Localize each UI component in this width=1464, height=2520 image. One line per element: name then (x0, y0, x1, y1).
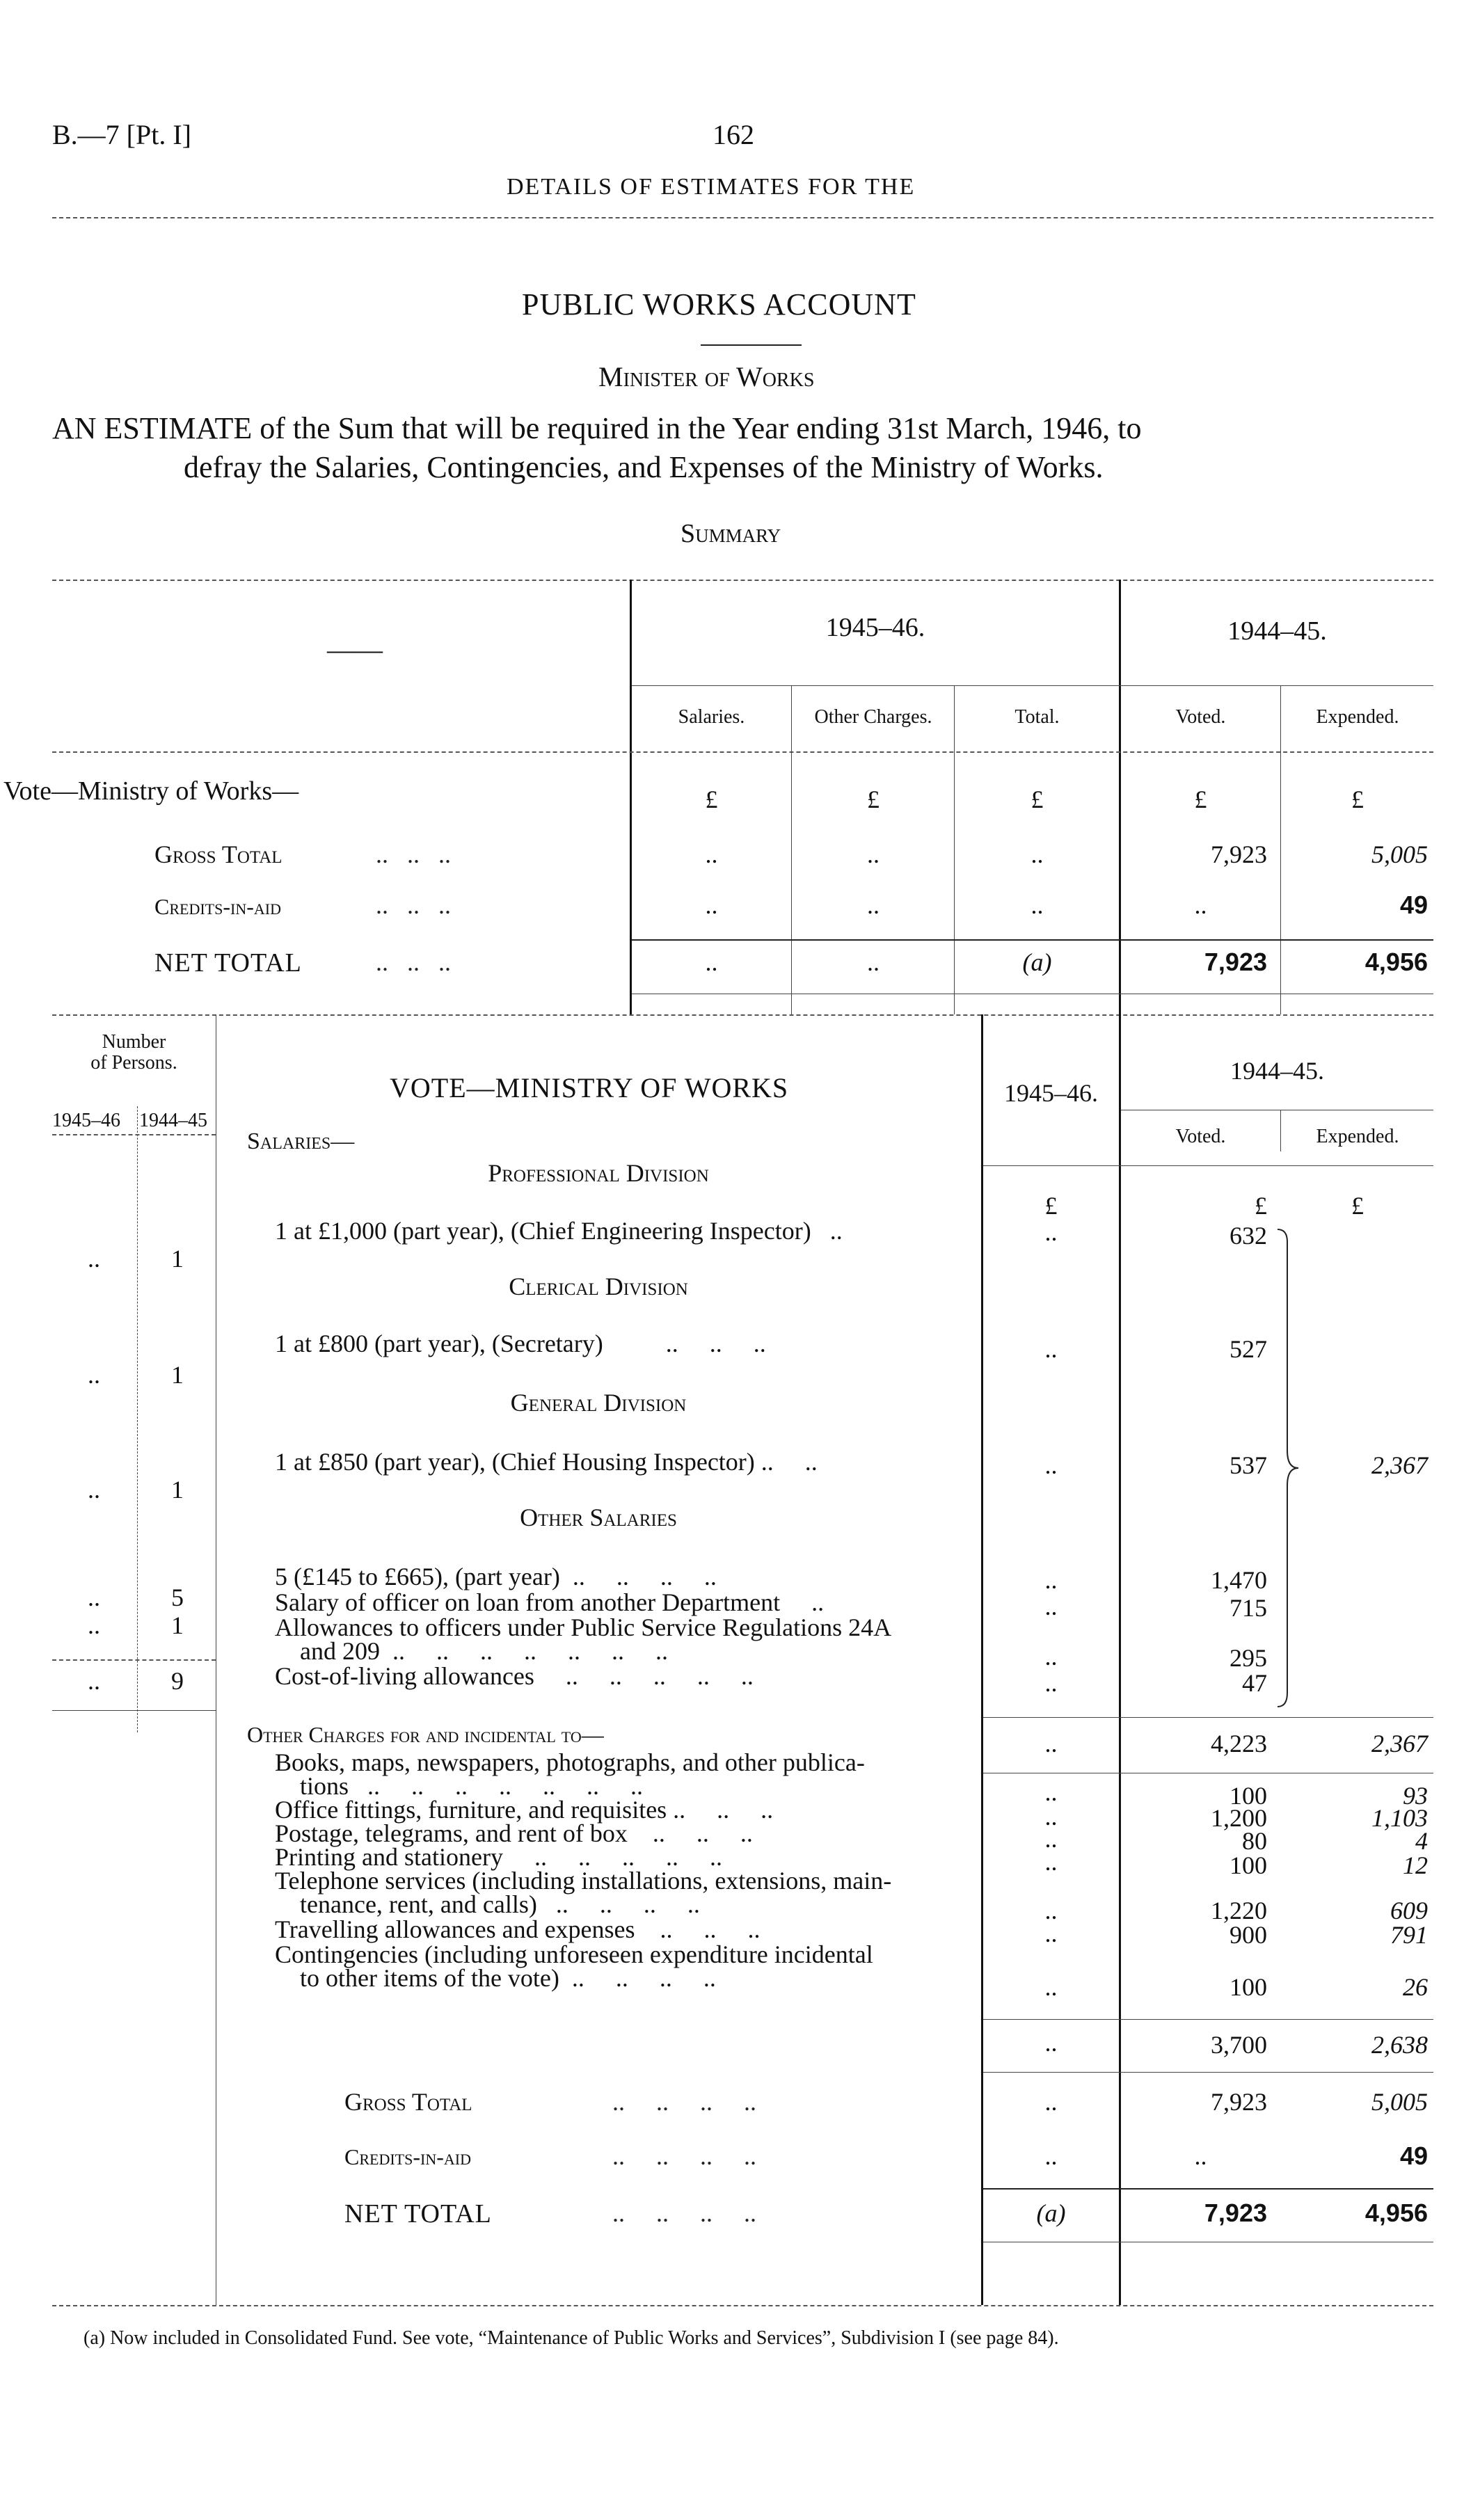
salaries-expended-total: 2,367 (1371, 1451, 1428, 1479)
persons-prev: 1 (171, 1361, 184, 1389)
item-text: 5 (£145 to £665), (part year) .. .. .. .. (275, 1563, 717, 1590)
item-text-line-1: Contingencies (including unforeseen expenditure incidental (275, 1940, 873, 1968)
item-text: Printing and stationery .. .. .. .. .. (275, 1843, 722, 1871)
summary-col-sep-b (954, 685, 955, 751)
cell-salaries: .. (705, 840, 718, 868)
leader-dots: .. .. .. (376, 948, 451, 976)
cell-expended: 49 (1399, 891, 1428, 919)
total-expended: 4,956 (1364, 2199, 1428, 2227)
summary-header-rule (52, 751, 1433, 753)
item-current: .. (1044, 1335, 1058, 1363)
item-text: Office fittings, furniture, and requisites .. .. .. (275, 1796, 774, 1824)
item-expended: 791 (1390, 1921, 1428, 1949)
summary-subheader-rule (632, 685, 1433, 686)
division-general: General Division (510, 1389, 687, 1417)
page-number: 162 (713, 119, 754, 150)
subtotal-current: .. (1044, 2029, 1058, 2057)
summary-net-rule (632, 939, 1433, 941)
item-expended: 4 (1415, 1827, 1428, 1855)
summary-body-sep-b (954, 751, 955, 1014)
item-voted: 632 (1230, 1222, 1267, 1250)
item-current: .. (1044, 1218, 1058, 1246)
title-rule (701, 344, 802, 346)
persons-current: .. (88, 1361, 100, 1389)
persons-current: .. (88, 1611, 100, 1639)
item-text: 1 at £800 (part year), (Secretary) .. .. .. (275, 1330, 766, 1357)
item-text-line-1: Books, maps, newspapers, photographs, and other publica- (275, 1748, 865, 1776)
leader-dots: .. .. .. (376, 891, 451, 919)
page-subtitle: DETAILS OF ESTIMATES FOR THE (507, 174, 916, 200)
cell-expended: 5,005 (1371, 840, 1428, 868)
detail-final-rule (52, 2305, 1433, 2306)
intro-line-2: defray the Salaries, Contingencies, and Expenses of the Ministry of Works. (184, 450, 1104, 484)
cell-expended: 4,956 (1364, 948, 1428, 976)
summary-col-sep-c (1280, 685, 1281, 751)
summary-year-current: 1945–46. (825, 613, 925, 642)
currency-salaries: £ (705, 785, 718, 813)
item-current: .. (1044, 1566, 1058, 1594)
total-current: .. (1044, 2088, 1058, 2116)
detail-col-prev: 1944–45. (1230, 1057, 1324, 1085)
detail-currency-expended: £ (1351, 1192, 1364, 1220)
leader-dots: .. .. .. .. (612, 2199, 756, 2227)
item-expended: 26 (1403, 1973, 1428, 2001)
cell-total: .. (1031, 840, 1044, 868)
summary-col-other-charges: Other Charges. (814, 706, 932, 728)
persons-current: .. (88, 1667, 100, 1695)
total-voted: 7,923 (1211, 2088, 1267, 2116)
item-voted: 1,470 (1211, 1566, 1267, 1594)
item-voted: 527 (1230, 1335, 1267, 1363)
detail-net-rule (983, 2188, 1433, 2190)
item-voted: 900 (1230, 1921, 1267, 1949)
subtotal-voted: 4,223 (1211, 1730, 1267, 1757)
item-voted: 295 (1230, 1644, 1267, 1672)
cell-voted: 7,923 (1211, 840, 1267, 868)
detail-top-rule (52, 1014, 1433, 1016)
salaries-heading: Salaries— (247, 1129, 355, 1154)
item-text-line-2: to other items of the vote) .. .. .. .. (275, 1964, 716, 1992)
item-text: Postage, telegrams, and rent of box .. .. .. (275, 1819, 753, 1847)
row-label: Gross Total (154, 840, 283, 868)
leader-dots: .. .. .. .. (612, 2142, 756, 2170)
persons-current: .. (88, 1245, 100, 1273)
item-expended: 1,103 (1371, 1804, 1428, 1832)
summary-col-voted: Voted. (1175, 706, 1226, 728)
row-label: Credits-in-aid (344, 2144, 471, 2169)
summary-col-sep-a (791, 685, 792, 751)
item-expended: 609 (1390, 1897, 1428, 1924)
item-current: .. (1044, 1669, 1058, 1697)
summary-col-total: Total. (1015, 706, 1060, 728)
summary-top-rule (52, 580, 1433, 581)
currency-voted: £ (1194, 785, 1207, 813)
persons-prev: 9 (171, 1667, 184, 1695)
persons-current: .. (88, 1476, 100, 1504)
item-text-line-2: tions .. .. .. .. .. .. .. (275, 1772, 644, 1800)
cell-salaries: .. (705, 948, 718, 976)
summary-body-sep-a (791, 751, 792, 1014)
cell-total: (a) (1022, 948, 1052, 976)
total-current: .. (1044, 2142, 1058, 2170)
item-text: Salary of officer on loan from another Department .. (275, 1588, 825, 1616)
persons-prev: 5 (171, 1584, 184, 1611)
item-current: .. (1044, 1825, 1058, 1853)
subtotal-expended: 2,638 (1371, 2031, 1428, 2059)
item-voted: 715 (1230, 1594, 1267, 1622)
total-expended: 49 (1399, 2142, 1428, 2170)
header-rule (52, 217, 1433, 218)
item-current: .. (1044, 1848, 1058, 1876)
row-label: NET TOTAL (154, 948, 302, 978)
total-voted: 7,923 (1204, 2199, 1267, 2227)
item-voted: 1,200 (1211, 1804, 1267, 1832)
detail-currency-current: £ (1044, 1192, 1058, 1220)
cell-voted: 7,923 (1204, 948, 1267, 976)
total-expended: 5,005 (1371, 2088, 1428, 2116)
page-title: PUBLIC WORKS ACCOUNT (522, 287, 916, 321)
division-other-salaries: Other Salaries (520, 1504, 677, 1531)
item-current: .. (1044, 1920, 1058, 1947)
other-charges-heading: Other Charges for and incidental to— (247, 1722, 604, 1747)
subtotal-voted: 3,700 (1211, 2031, 1267, 2059)
item-text-line-2: and 209 .. .. .. .. .. .. .. (275, 1637, 668, 1665)
cell-other: .. (867, 891, 880, 919)
summary-year-prev: 1944–45. (1227, 616, 1327, 646)
item-voted: 100 (1230, 1851, 1267, 1879)
item-voted: 80 (1242, 1827, 1267, 1855)
leader-dots: .. .. .. .. (612, 2088, 756, 2116)
subtotal-current: .. (1044, 1730, 1058, 1757)
item-text-line-1: Telephone services (including installations, extensions, main- (275, 1867, 892, 1895)
currency-expended: £ (1351, 785, 1364, 813)
row-label: Credits-in-aid (154, 894, 281, 919)
persons-header-rule (52, 1134, 216, 1135)
item-text: Cost-of-living allowances .. .. .. .. .. (275, 1662, 754, 1690)
total-current: (a) (1036, 2199, 1066, 2227)
item-current: .. (1044, 1643, 1058, 1670)
item-voted: 100 (1230, 1973, 1267, 2001)
summary-col-salaries: Salaries. (678, 706, 745, 728)
persons-prev: 1 (171, 1611, 184, 1639)
detail-currency-voted: £ (1255, 1192, 1267, 1220)
minister-heading: Minister of Works (598, 361, 815, 392)
persons-subtotal-rule (52, 1659, 216, 1661)
other-subtotal-bottom-rule (983, 2072, 1433, 2073)
summary-col-expended: Expended. (1316, 706, 1399, 728)
detail-voted-expended-sep (1280, 1110, 1281, 1151)
item-current: .. (1044, 1593, 1058, 1620)
total-voted: .. (1194, 2142, 1207, 2170)
persons-current: .. (88, 1584, 100, 1611)
vote-title: VOTE—MINISTRY OF WORKS (390, 1072, 789, 1103)
item-voted: 537 (1230, 1451, 1267, 1479)
item-voted: 47 (1242, 1669, 1267, 1697)
detail-header-rule (983, 1165, 1433, 1166)
persons-header-1: Number (102, 1031, 166, 1053)
footnote: (a) Now included in Consolidated Fund. See vote, “Maintenance of Public Works and Services”, Subdivision I (see page 84). (83, 2327, 1059, 2349)
summary-heading: Summary (681, 519, 781, 548)
item-expended: 12 (1403, 1851, 1428, 1879)
cell-total: .. (1031, 891, 1044, 919)
detail-col-voted: Voted. (1175, 1126, 1226, 1147)
persons-year-divider (137, 1106, 138, 1732)
item-voted: 1,220 (1211, 1897, 1267, 1924)
item-text-line-2: tenance, rent, and calls) .. .. .. .. (275, 1890, 700, 1918)
subtotal-expended: 2,367 (1371, 1730, 1428, 1757)
document-reference: B.—7 [Pt. I] (52, 119, 191, 150)
item-current: .. (1044, 1897, 1058, 1924)
row-label: Gross Total (344, 2088, 472, 2116)
item-text: 1 at £1,000 (part year), (Chief Engineering Inspector) .. (275, 1217, 843, 1245)
item-voted: 100 (1230, 1782, 1267, 1810)
persons-bottom-rule (52, 1710, 216, 1711)
persons-year-current: 1945–46 (52, 1110, 120, 1131)
item-text: 1 at £850 (part year), (Chief Housing Inspector) .. .. (275, 1448, 818, 1476)
detail-col-current: 1945–46. (1004, 1079, 1098, 1107)
item-current: .. (1044, 1803, 1058, 1831)
item-current: .. (1044, 1973, 1058, 2001)
division-clerical: Clerical Division (509, 1273, 688, 1300)
currency-total: £ (1031, 785, 1044, 813)
persons-prev: 1 (171, 1476, 184, 1504)
item-text: Travelling allowances and expenses .. .. .. (275, 1915, 761, 1943)
item-text-line-1: Allowances to officers under Public Service Regulations 24A (275, 1613, 892, 1641)
leader-dots: .. .. .. (376, 840, 451, 868)
currency-other: £ (867, 785, 880, 813)
summary-body-sep-c (1280, 751, 1281, 1014)
summary-vote-label: Vote—Ministry of Works— (3, 776, 299, 806)
division-professional: Professional Division (488, 1159, 709, 1187)
row-label: NET TOTAL (344, 2199, 492, 2228)
item-expended: 93 (1403, 1782, 1428, 1810)
salaries-subtotal-top-rule (983, 1717, 1433, 1718)
cell-salaries: .. (705, 891, 718, 919)
persons-prev: 1 (171, 1245, 184, 1273)
cell-other: .. (867, 840, 880, 868)
persons-year-prev: 1944–45 (139, 1110, 207, 1131)
summary-corner-dash: —— (327, 634, 383, 665)
item-current: .. (1044, 1451, 1058, 1479)
item-current: .. (1044, 1778, 1058, 1806)
cell-voted: .. (1194, 891, 1207, 919)
cell-other: .. (867, 948, 880, 976)
persons-header-2: of Persons. (90, 1052, 177, 1074)
other-subtotal-top-rule (983, 2019, 1433, 2020)
detail-col-expended: Expended. (1316, 1126, 1399, 1147)
intro-line-1: AN ESTIMATE of the Sum that will be required in the Year ending 31st March, 1946, to (52, 411, 1142, 445)
